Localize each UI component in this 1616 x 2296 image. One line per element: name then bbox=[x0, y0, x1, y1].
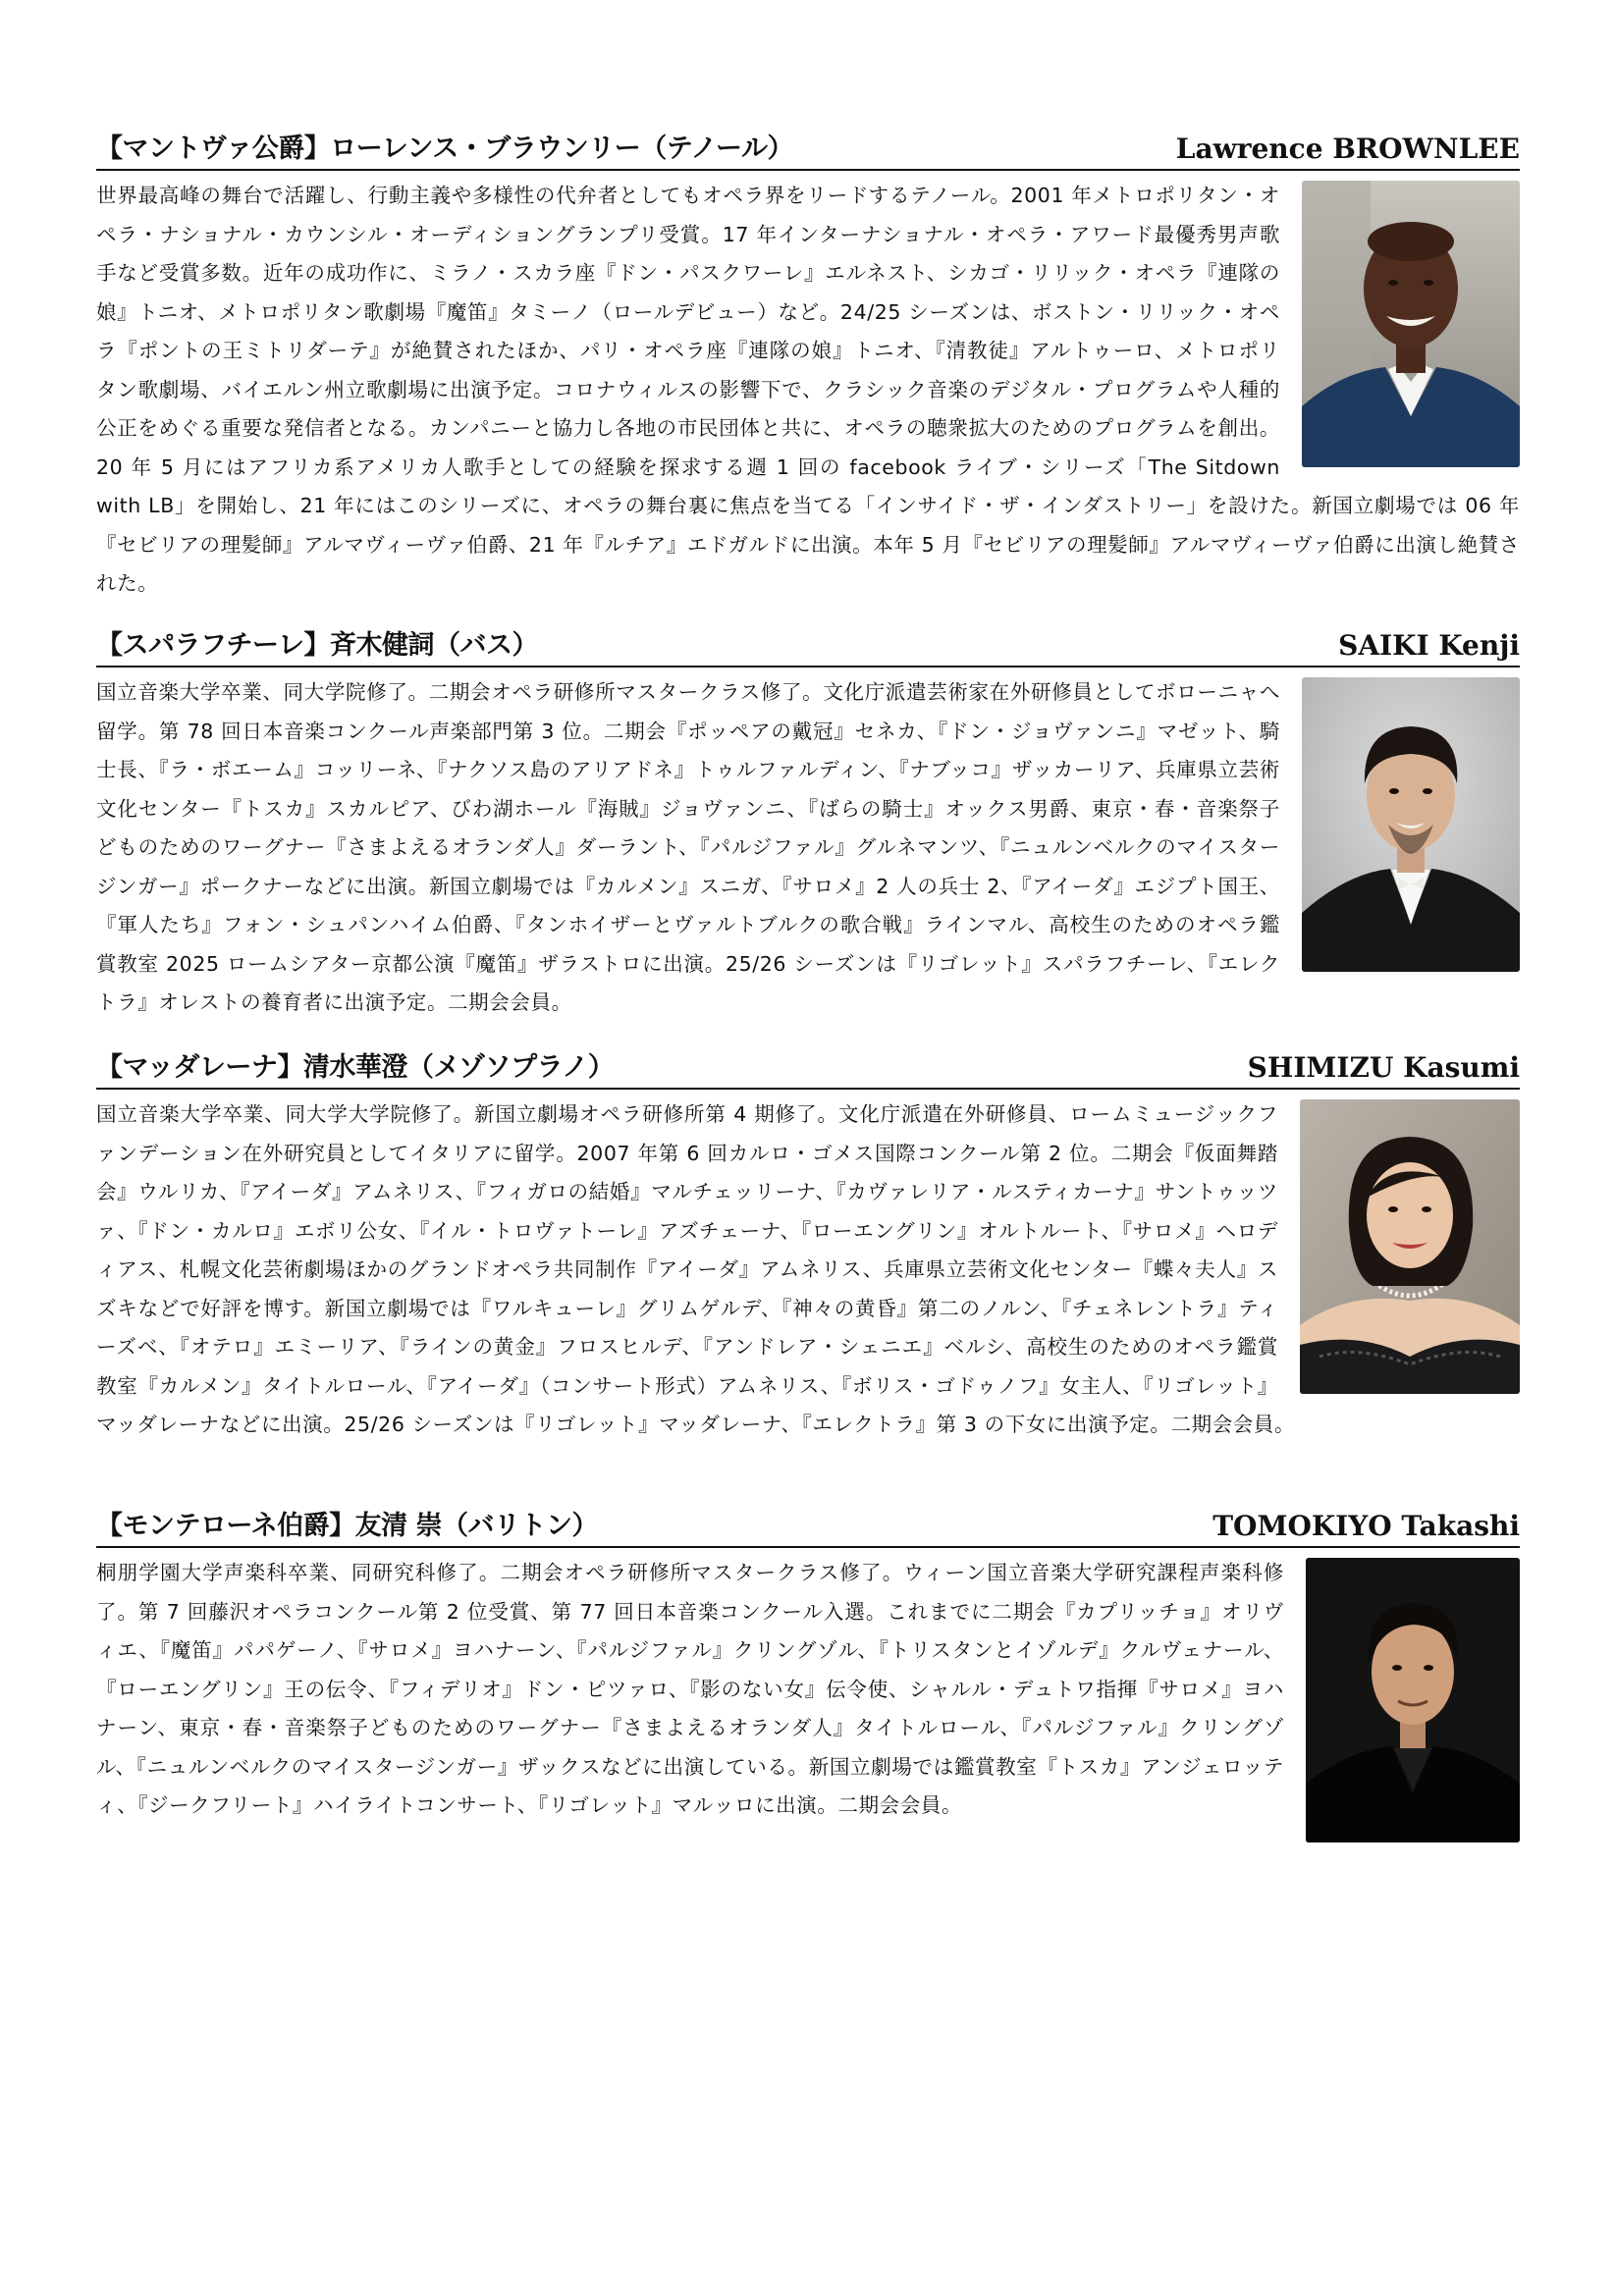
biography bbox=[96, 673, 1520, 1023]
english-name: TOMOKIYO Takashi bbox=[1212, 1510, 1520, 1542]
role-title: 【モンテローネ伯爵】友清 崇（バリトン） bbox=[96, 1511, 599, 1541]
singer-profile-tomokiyo bbox=[96, 1507, 1520, 1848]
english-name: SAIKI Kenji bbox=[1338, 629, 1520, 662]
portrait-photo bbox=[1300, 1099, 1520, 1394]
role-title: 【スパラフチーレ】斉木健詞（バス） bbox=[96, 630, 538, 661]
english-name: SHIMIZU Kasumi bbox=[1247, 1051, 1520, 1084]
biography-text: 国立音楽大学卒業、同大学院修了。二期会オペラ研修所マスタークラス修了。文化庁派遣芸術家在外研修員としてボローニャへ留学。第 78 回日本音楽コンクール声楽部門第 3 位。二期会『ポッペアの戴冠』セネカ、『ドン・ジョヴァンニ』マゼット、騎士長、『ラ・ボエーム』コッリーネ、『ナクソス島のアリアドネ』トゥルファルディン、『ナブッコ』ザッカーリア、兵庫県立芸術文化センター『トスカ』スカルピア、びわ湖ホール『海賊』ジョヴァンニ、『ばらの騎士』オックス男爵、東京・春・音楽祭子どものためのワーグナー『さまよえるオランダ人』ダーラント、『パルジファル』グルネマンツ、『ニュルンベルクのマイスタージンガー』ポークナーなどに出演。新国立劇場では『カルメン』スニガ、『サロメ』2 人の兵士 2、『アイーダ』エジプト国王、『軍人たち』フォン・シュパンハイム伯爵、『タンホイザーとヴァルトブルクの歌合戦』ラインマル、高校生のためのオペラ鑑賞教室 2025 ロームシアター京都公演『魔笛』ザラストロに出演。25/26 シーズンは『リゴレット』スパラフチーレ、『エレクトラ』オレストの養育者に出演予定。二期会会員。 bbox=[96, 680, 1280, 1014]
portrait-tomokiyo bbox=[1306, 1558, 1520, 1842]
role-title: 【マントヴァ公爵】ローレンス・ブラウンリー（テノール） bbox=[96, 133, 793, 164]
portrait-photo bbox=[1302, 181, 1520, 467]
biography bbox=[96, 1554, 1520, 1826]
singer-profile-brownlee bbox=[96, 130, 1520, 604]
section-header bbox=[96, 130, 1520, 171]
portrait-brownlee bbox=[1302, 181, 1520, 467]
biography-text: 桐朋学園大学声楽科卒業、同研究科修了。二期会オペラ研修所マスタークラス修了。ウィーン国立音楽大学研究課程声楽科修了。第 7 回藤沢オペラコンクール第 2 位受賞、第 77 回日本音楽コンクール入選。これまでに二期会『カプリッチョ』オリヴィエ、『魔笛』パパゲーノ、『サロメ』ヨハナーン、『パルジファル』クリングゾル、『トリスタンとイゾルデ』クルヴェナール、『ローエングリン』王の伝令、『フィデリオ』ドン・ピツァロ、『影のない女』伝令使、シャルル・デュトワ指揮『サロメ』ヨハナーン、東京・春・音楽祭子どものためのワーグナー『さまよえるオランダ人』タイトルロール、『パルジファル』クリングゾル、『ニュルンベルクのマイスタージンガー』ザックスなどに出演している。新国立劇場では鑑賞教室『トスカ』アンジェロッティ、『ジークフリート』ハイライトコンサート、『リゴレット』マルッロに出演。二期会会員。 bbox=[96, 1561, 1284, 1817]
biography bbox=[96, 177, 1520, 604]
biography-text: 世界最高峰の舞台で活躍し、行動主義や多様性の代弁者としてもオペラ界をリードするテノール。2001 年メトロポリタン・オペラ・ナショナル・カウンシル・オーディショングランプリ受賞。17 年インターナショナル・オペラ・アワード最優秀男声歌手など受賞多数。近年の成功作に、ミラノ・スカラ座『ドン・パスクワーレ』エルネスト、シカゴ・リリック・オペラ『連隊の娘』トニオ、メトロポリタン歌劇場『魔笛』タミーノ（ロールデビュー）など。24/25 シーズンは、ボストン・リリック・オペラ『ポントの王ミトリダーテ』が絶賛されたほか、パリ・オペラ座『連隊の娘』トニオ、『清教徒』アルトゥーロ、メトロポリタン歌劇場、バイエルン州立歌劇場に出演予定。コロナウィルスの影響下で、クラシック音楽のデジタル・プログラムや人種的公正をめぐる重要な発信者となる。カンパニーと協力し各地の市民団体と共に、オペラの聴衆拡大のためのプログラムを創出。20 年 5 月にはアフリカ系アメリカ人歌手としての経験を探求する週 1 回の facebook ライブ・シリーズ「The Sitdown with LB」を開始し、21 年にはこのシリーズに、オペラの舞台裏に焦点を当てる「インサイド・ザ・インダストリー」を設けた。新国立劇場では 06 年『セビリアの理髪師』アルマヴィーヴァ伯爵、21 年『ルチア』エドガルドに出演。本年 5 月『セビリアの理髪師』アルマヴィーヴァ伯爵に出演し絶賛された。 bbox=[96, 184, 1520, 595]
section-header bbox=[96, 626, 1520, 667]
portrait-shimizu bbox=[1300, 1099, 1520, 1394]
english-name: Lawrence BROWNLEE bbox=[1175, 133, 1520, 165]
role-title: 【マッダレーナ】清水華澄（メゾソプラノ） bbox=[96, 1052, 615, 1083]
portrait-photo bbox=[1306, 1558, 1520, 1842]
biography-text: 国立音楽大学卒業、同大学大学院修了。新国立劇場オペラ研修所第 4 期修了。文化庁派遣在外研修員、ロームミュージックファンデーション在外研究員としてイタリアに留学。2007 年第 6 回カルロ・ゴメス国際コンクール第 2 位。二期会『仮面舞踏会』ウルリカ、『アイーダ』アムネリス、『フィガロの結婚』マルチェッリーナ、『カヴァレリア・ルスティカーナ』サントゥッツァ、『ドン・カルロ』エボリ公女、『イル・トロヴァトーレ』アズチェーナ、『ローエングリン』オルトルート、『サロメ』ヘロディアス、札幌文化芸術劇場ほかのグランドオペラ共同制作『アイーダ』アムネリス、兵庫県立芸術文化センター『蝶々夫人』スズキなどで好評を博す。新国立劇場では『ワルキューレ』グリムゲルデ、『神々の黄昏』第二のノルン、『チェネレントラ』ティーズベ、『オテロ』エミーリア、『ラインの黄金』フロスヒルデ、『アンドレア・シェニエ』ベルシ、高校生のためのオペラ鑑賞教室『カルメン』タイトルロール、『アイーダ』（コンサート形式）アムネリス、『ボリス・ゴドゥノフ』女主人、『リゴレット』マッダレーナなどに出演。25/26 シーズンは『リゴレット』マッダレーナ、『エレクトラ』第 3 の下女に出演予定。二期会会員。 bbox=[96, 1102, 1296, 1436]
portrait-saiki bbox=[1302, 677, 1520, 972]
singer-profile-shimizu bbox=[96, 1048, 1520, 1445]
singer-profile-saiki bbox=[96, 626, 1520, 1023]
portrait-photo bbox=[1302, 677, 1520, 972]
biography bbox=[96, 1095, 1520, 1445]
section-header bbox=[96, 1048, 1520, 1090]
section-header bbox=[96, 1507, 1520, 1548]
